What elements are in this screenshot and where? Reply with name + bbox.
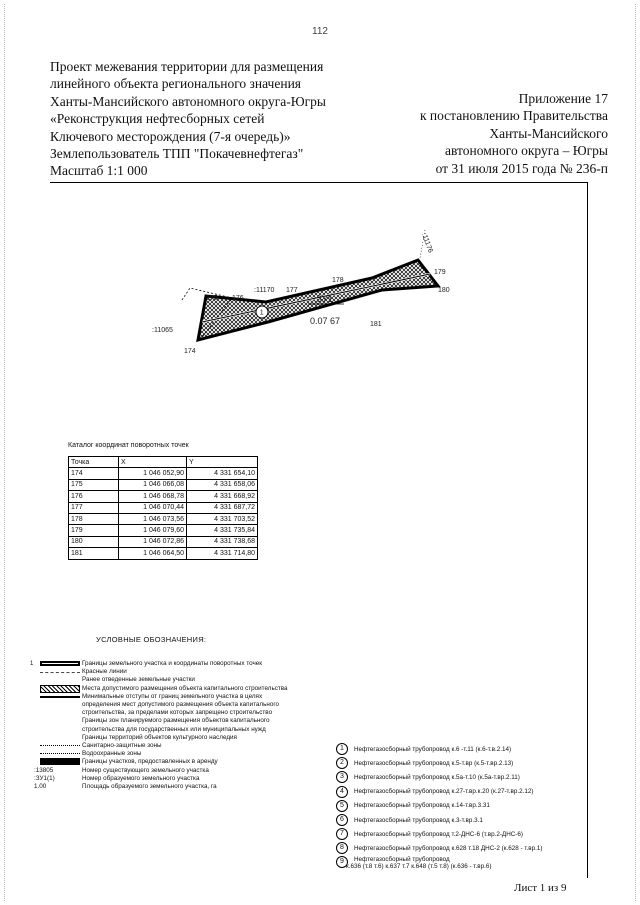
list-item	[336, 742, 616, 756]
cell-y: 4 331 658,06	[187, 479, 258, 490]
title-line: линейного объекта регионального значения	[50, 76, 302, 92]
table-row	[69, 513, 258, 524]
cell-point: 176	[69, 491, 119, 502]
pipeline-number: 5	[336, 800, 348, 812]
cell-y: 4 331 668,92	[187, 491, 258, 502]
legend-item	[30, 775, 290, 783]
new-parcel-symbol: :ЗУ1(1)	[34, 774, 55, 782]
legend-text: Минимальные отступы от границ земельного участка в целях определения мест допустимого размещения объекта капитального строительства, за пределами которых запрещено строительство	[82, 692, 280, 717]
lease-symbol	[40, 758, 80, 765]
cell-x: 1 046 066,08	[119, 479, 187, 490]
pipeline-number: 2	[336, 757, 348, 769]
point-label-175: 175	[206, 295, 218, 302]
legend-text: Границы территорий объектов культурного наследия	[82, 733, 237, 741]
appendix-header	[348, 90, 608, 177]
cell-x: 1 046 064,50	[119, 548, 187, 559]
setback-line-symbol	[40, 696, 80, 698]
catalog-title: Каталог координат поворотных точек	[68, 442, 189, 449]
legend-text: Номер образуемого земельного участка	[82, 774, 200, 782]
cell-point: 179	[69, 525, 119, 536]
point-label-178: 178	[332, 277, 344, 284]
boundary-symbol	[40, 661, 80, 666]
legend-symbol	[30, 685, 82, 693]
table-row	[69, 548, 258, 559]
legend-symbol	[30, 750, 82, 758]
title-line: «Реконструкция нефтесборных сетей	[50, 111, 265, 127]
hatch-symbol	[40, 685, 80, 693]
legend-item	[30, 734, 290, 742]
table-row	[69, 536, 258, 547]
legend-symbol	[30, 734, 82, 742]
legend-text: Водоохранные зоны	[82, 750, 142, 758]
col-header-y: Y	[187, 457, 258, 468]
legend-symbol	[30, 758, 82, 766]
legend-symbol	[30, 676, 82, 684]
legend-text: Места допустимого размещения объекта капитального строительства	[82, 684, 288, 692]
list-item	[336, 813, 616, 827]
pipeline-name: Нефтегазосборный трубопровод к.5а-т.10 (к.5а-т.вр.2.11)	[354, 773, 520, 781]
legend-point-mark: 1	[30, 661, 34, 667]
point-label-176: 176	[232, 295, 244, 302]
appendix-line: автономного округа – Югры	[445, 143, 608, 159]
table-row	[69, 468, 258, 479]
appendix-line: от 31 июля 2015 года № 236-п	[435, 160, 608, 176]
list-item	[336, 856, 616, 870]
legend-symbol	[30, 767, 82, 775]
cell-y: 4 331 735,84	[187, 525, 258, 536]
table-header-row	[69, 457, 258, 468]
legend-symbol	[30, 783, 82, 791]
legend-text: Границы зон планируемого размещения объектов капитального строительства для государственных или муниципальных нужд	[82, 717, 270, 733]
cell-point: 180	[69, 536, 119, 547]
pipeline-number: 4	[336, 786, 348, 798]
list-item	[336, 841, 616, 855]
cell-y: 4 331 703,52	[187, 513, 258, 524]
red-line-symbol	[40, 672, 80, 673]
cell-y: 4 331 738,68	[187, 536, 258, 547]
pipeline-number: 1	[336, 743, 348, 755]
appendix-line: Ханты-Мансийского	[489, 125, 608, 141]
pipeline-name: Нефтегазосборный трубопровод к.5-т.вр (к.5-т.вр.2.13)	[354, 759, 514, 767]
sheet-counter: Лист 1 из 9	[514, 882, 567, 894]
legend-symbol	[30, 717, 82, 725]
document-title	[50, 58, 360, 180]
legend-text: Номер существующего земельного участка	[82, 766, 209, 774]
cell-point: 177	[69, 502, 119, 513]
sanitary-zone-symbol	[40, 745, 80, 746]
area-label: 0.07 67	[310, 316, 341, 326]
pipeline-name: Нефтегазосборный трубопровод к.3-т.вр.3.1	[354, 816, 483, 824]
pipeline-number: 6	[336, 814, 348, 826]
cell-y: 4 331 654,10	[187, 468, 258, 479]
legend-item	[30, 783, 290, 791]
pipeline-name: Нефтегазосборный трубопровод к.27-т.вр.к.20 (к.27-т.вр.2.12)	[354, 788, 534, 796]
cell-x: 1 046 073,56	[119, 513, 187, 524]
cell-point: 181	[69, 548, 119, 559]
legend-symbol	[30, 660, 82, 668]
col-header-point: Точка	[69, 457, 119, 468]
title-line: Ханты-Мансийского автономного округа-Югры	[50, 93, 326, 109]
legend-text: Красные линии	[82, 668, 127, 676]
legend-item	[30, 717, 290, 733]
point-label-181: 181	[370, 321, 382, 328]
cell-x: 1 046 068,78	[119, 491, 187, 502]
legend-item	[30, 660, 290, 668]
appendix-line: Приложение 17	[518, 91, 608, 106]
list-item	[336, 785, 616, 799]
point-label-174: 174	[184, 348, 196, 355]
legend	[30, 660, 290, 791]
title-line: Ключевого месторождения (7-я очередь)»	[50, 128, 291, 144]
pipeline-name: Нефтегазосборный трубопровод к.628 т.18 ДНС-2 (к.628 - т.вр.1)	[354, 844, 543, 852]
cell-x: 1 046 070,44	[119, 502, 187, 513]
parcel-label-11176: :11176	[420, 232, 434, 254]
table-row	[69, 491, 258, 502]
pipeline-marker-label: 1	[259, 309, 264, 317]
cell-y: 4 331 714,80	[187, 548, 258, 559]
legend-text: Площадь образуемого земельного участка, га	[82, 783, 217, 791]
land-user: Землепользователь ТПП "Покачевнефтегаз"	[50, 146, 304, 162]
legend-item	[30, 668, 290, 676]
legend-item	[30, 767, 290, 775]
legend-symbol	[30, 775, 82, 783]
parcel-map	[140, 230, 480, 370]
list-item	[336, 799, 616, 813]
table-row	[69, 525, 258, 536]
legend-text: Границы земельного участка и координаты поворотных точек	[82, 660, 263, 667]
pipeline-list	[336, 742, 616, 870]
pipeline-name: Нефтегазосборный трубопровод т.2-ДНС-6 (т.вр.2-ДНС-6)	[354, 830, 523, 838]
cell-x: 1 046 052,90	[119, 468, 187, 479]
page-number: 112	[312, 26, 328, 37]
cell-x: 1 046 072,86	[119, 536, 187, 547]
existing-parcel-symbol: :13805	[34, 766, 54, 774]
pipeline-name: Нефтегазосборный трубопровод	[354, 855, 450, 863]
pipeline-name: Нефтегазосборный трубопровод к.14-т.вр.3.31	[354, 802, 490, 810]
appendix-line: к постановлению Правительства	[419, 108, 608, 124]
col-header-x: X	[119, 457, 187, 468]
list-item	[336, 827, 616, 841]
pipeline-number: 9	[336, 856, 348, 868]
legend-title: УСЛОВНЫЕ ОБОЗНАЧЕНИЯ:	[96, 635, 207, 644]
pipeline-number: 8	[336, 842, 348, 854]
coordinate-table	[68, 456, 258, 560]
list-item	[336, 770, 616, 784]
legend-symbol	[30, 668, 82, 676]
point-label-177: 177	[286, 287, 298, 294]
zu-label: :ЗУ1	[314, 294, 333, 304]
legend-text: Границы участков, предоставленных в аренду	[82, 758, 218, 766]
scale: Масштаб 1:1 000	[50, 163, 148, 179]
legend-item	[30, 758, 290, 766]
pipeline-name-block	[346, 855, 492, 870]
cell-point: 174	[69, 468, 119, 479]
area-symbol: 1.00	[34, 783, 47, 791]
legend-text: Санитарно-защитные зоны	[82, 742, 162, 750]
pipeline-number: 7	[336, 828, 348, 840]
cell-point: 175	[69, 479, 119, 490]
cell-y: 4 331 687,72	[187, 502, 258, 513]
water-zone-symbol	[40, 753, 80, 754]
list-item	[336, 756, 616, 770]
legend-item	[30, 750, 290, 758]
point-label-180: 180	[438, 287, 450, 294]
title-line: Проект межевания территории для размещения	[50, 59, 324, 74]
legend-item	[30, 693, 290, 718]
legend-item	[30, 685, 290, 693]
legend-symbol	[30, 693, 82, 701]
legend-item	[30, 676, 290, 684]
legend-symbol	[30, 742, 82, 750]
pipeline-number: 3	[336, 771, 348, 783]
point-label-179: 179	[434, 269, 446, 276]
legend-item	[30, 742, 290, 750]
cell-x: 1 046 079,60	[119, 525, 187, 536]
parcel-label-11065: :11065	[152, 327, 173, 334]
cell-point: 178	[69, 513, 119, 524]
pipeline-name: Нефтегазосборный трубопровод к.6 -т.11 (к.6-т.в.2.14)	[354, 745, 512, 753]
table-row	[69, 502, 258, 513]
table-row	[69, 479, 258, 490]
parcel-label-11170: :11170	[254, 287, 275, 294]
pipeline-name-cont: к.636 (т.8 т.6) к.637 т.7 к.648 (т.5 т.8) (к.636 - т.вр.6)	[346, 862, 492, 870]
legend-text: Ранее отведенные земельные участки	[82, 676, 195, 684]
